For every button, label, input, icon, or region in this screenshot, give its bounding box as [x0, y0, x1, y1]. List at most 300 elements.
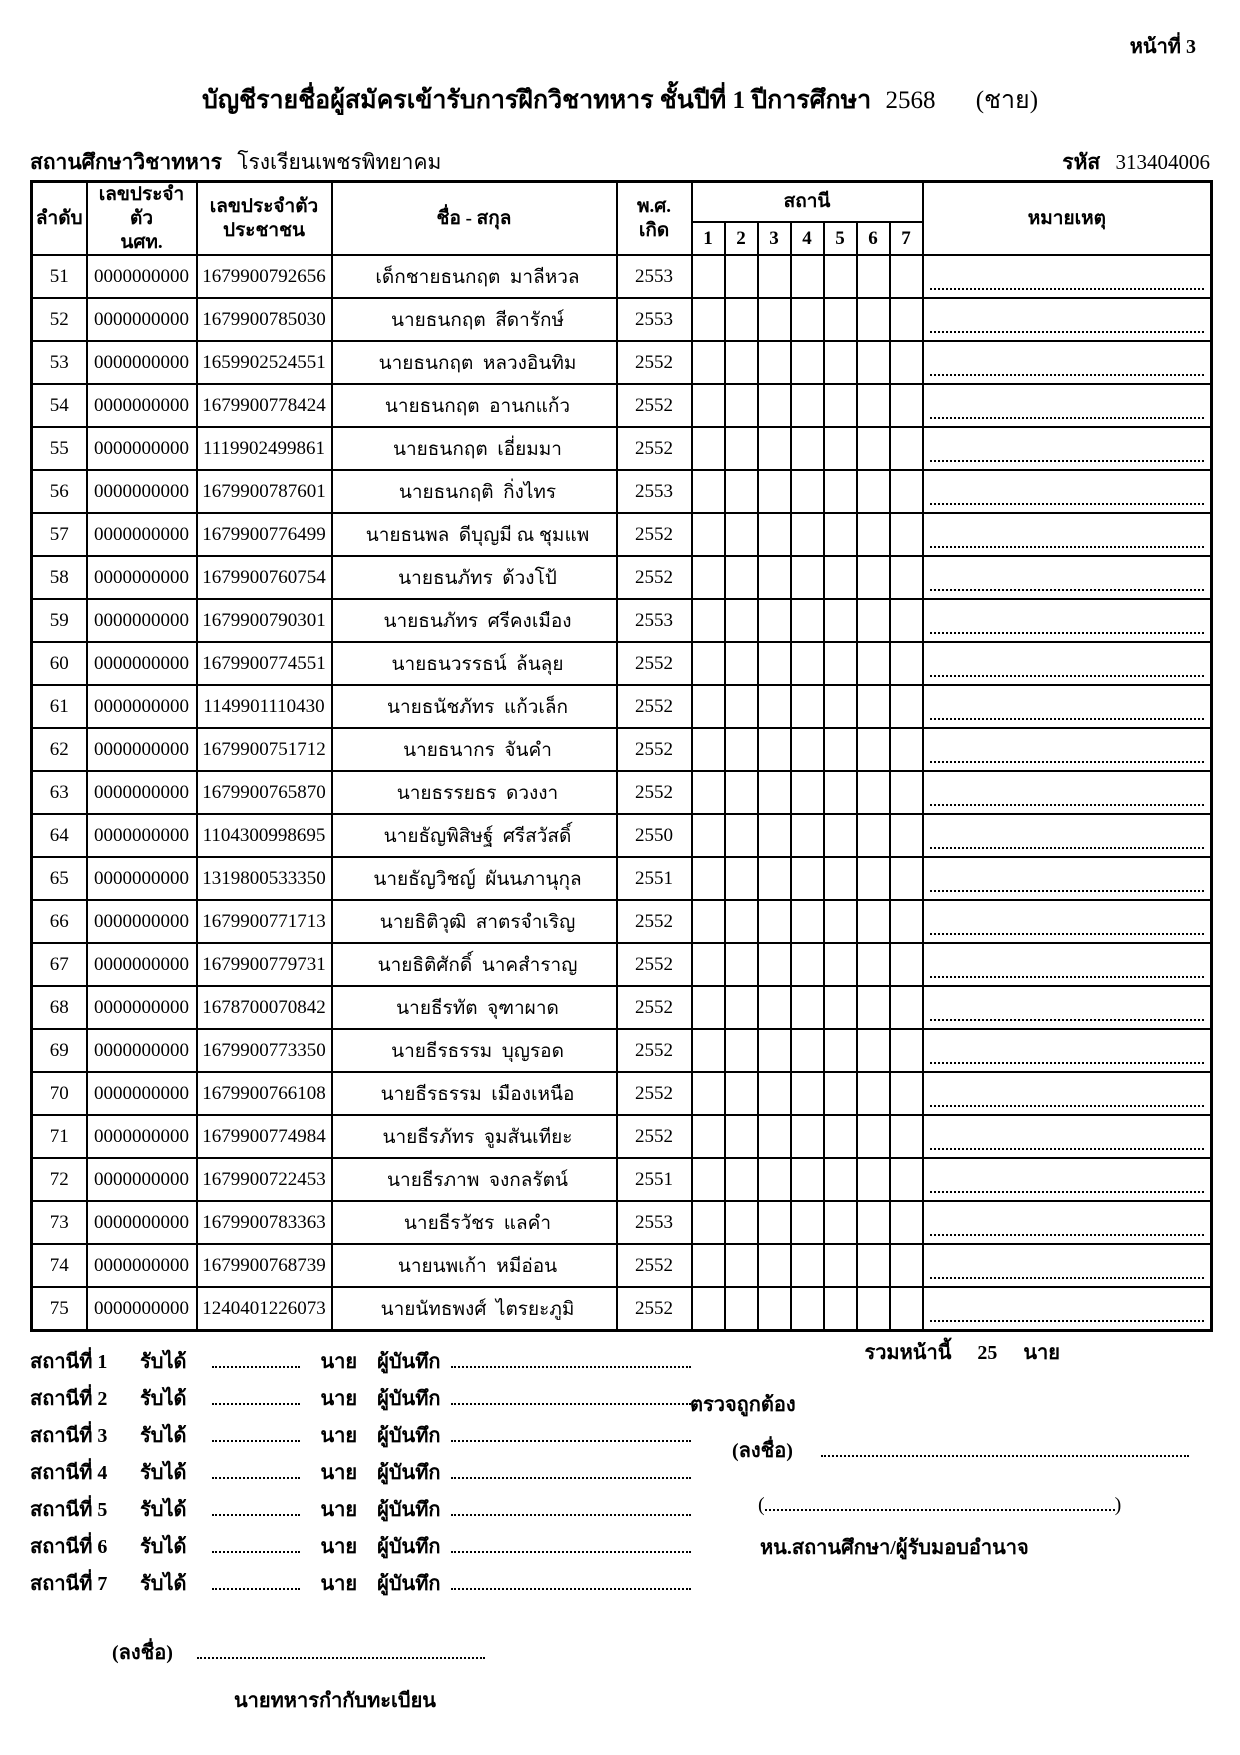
cell-name: เด็กชายธนกฤต มาลีหวล [332, 255, 617, 298]
cell-remark [923, 470, 1212, 513]
cell-station [857, 1072, 890, 1115]
remark-dotted-line [930, 1277, 1205, 1279]
school-line [30, 146, 1210, 179]
school-name: โรงเรียนเพชรพิทยาคม [237, 150, 442, 174]
cell-remark [923, 556, 1212, 599]
verified-label: ตรวจถูกต้อง [690, 1394, 796, 1416]
table-row [32, 470, 1212, 513]
station-receive-block [30, 1342, 691, 1601]
cell-birth-year: 2552 [617, 685, 692, 728]
cell-station [890, 900, 923, 943]
cell-order: 58 [32, 556, 87, 599]
cell-order: 57 [32, 513, 87, 556]
cell-station [824, 255, 857, 298]
cell-remark [923, 1072, 1212, 1115]
total-label: รวมหน้านี้ [864, 1342, 952, 1364]
cell-station [725, 814, 758, 857]
recorder-label: ผู้บันทึก [377, 1535, 441, 1558]
cell-station [890, 470, 923, 513]
cell-station [692, 943, 725, 986]
remark-dotted-line [930, 1148, 1205, 1150]
cell-station [791, 1115, 824, 1158]
cell-station [791, 900, 824, 943]
cell-order: 52 [32, 298, 87, 341]
roster-table [30, 180, 1213, 1332]
cell-station [791, 298, 824, 341]
cell-station [857, 771, 890, 814]
cell-station [758, 1115, 791, 1158]
remark-dotted-line [930, 589, 1205, 591]
total-unit: นาย [1023, 1342, 1060, 1364]
title-year: 2568 [885, 87, 936, 114]
roster-header [32, 182, 1212, 256]
count-dotted-line [212, 1502, 300, 1516]
unit-label: นาย [320, 1535, 358, 1558]
cell-student-id: 0000000000 [87, 1244, 197, 1287]
station-receive-line [30, 1527, 691, 1564]
cell-station [758, 728, 791, 771]
cell-name: นายธีรธรรม บุญรอด [332, 1029, 617, 1072]
cell-station [758, 255, 791, 298]
cell-station [791, 470, 824, 513]
cell-station [692, 1029, 725, 1072]
remark-dotted-line [930, 374, 1205, 376]
cell-station [824, 943, 857, 986]
table-row [32, 1287, 1212, 1330]
station-label: สถานีที่ 4 [30, 1461, 108, 1484]
cell-station [890, 1201, 923, 1244]
cell-station [824, 1201, 857, 1244]
cell-order: 75 [32, 1287, 87, 1330]
table-row [32, 685, 1212, 728]
remark-dotted-line [930, 1234, 1205, 1236]
cell-station [758, 1244, 791, 1287]
cell-remark [923, 986, 1212, 1029]
cell-station [758, 771, 791, 814]
cell-birth-year: 2552 [617, 513, 692, 556]
remark-dotted-line [930, 503, 1205, 505]
cell-station [692, 857, 725, 900]
cell-citizen-id: 1679900790301 [197, 599, 332, 642]
cell-station [857, 556, 890, 599]
cell-station [890, 1115, 923, 1158]
cell-birth-year: 2552 [617, 1244, 692, 1287]
cell-station [857, 298, 890, 341]
cell-birth-year: 2553 [617, 298, 692, 341]
table-row [32, 1158, 1212, 1201]
cell-station [791, 427, 824, 470]
count-dotted-line [212, 1354, 300, 1368]
cell-order: 55 [32, 427, 87, 470]
cell-station [857, 943, 890, 986]
cell-order: 60 [32, 642, 87, 685]
cell-station [791, 857, 824, 900]
cell-station [692, 900, 725, 943]
station-receive-line [30, 1416, 691, 1453]
cell-station [758, 470, 791, 513]
cell-station [692, 1072, 725, 1115]
registrar-signature-dotted-line [197, 1645, 485, 1659]
cell-student-id: 0000000000 [87, 513, 197, 556]
count-dotted-line [212, 1428, 300, 1442]
table-row [32, 642, 1212, 685]
cell-student-id: 0000000000 [87, 857, 197, 900]
station-label: สถานีที่ 3 [30, 1424, 108, 1447]
cell-station [692, 685, 725, 728]
cell-citizen-id: 1679900751712 [197, 728, 332, 771]
cell-station [890, 427, 923, 470]
cell-order: 65 [32, 857, 87, 900]
table-row [32, 900, 1212, 943]
unit-label: นาย [320, 1350, 358, 1373]
cell-student-id: 0000000000 [87, 427, 197, 470]
cell-birth-year: 2552 [617, 1072, 692, 1115]
cell-station [692, 341, 725, 384]
cell-citizen-id: 1679900778424 [197, 384, 332, 427]
cell-student-id: 0000000000 [87, 814, 197, 857]
remark-dotted-line [930, 804, 1205, 806]
cell-station [857, 900, 890, 943]
received-label: รับได้ [140, 1572, 187, 1595]
cell-order: 64 [32, 814, 87, 857]
table-row [32, 1029, 1212, 1072]
cell-station [758, 427, 791, 470]
head-name-dotted-line [765, 1497, 1115, 1511]
remark-dotted-line [930, 288, 1205, 290]
cell-station [824, 1158, 857, 1201]
cell-station [791, 814, 824, 857]
cell-citizen-id: 1240401226073 [197, 1287, 332, 1330]
cell-station [725, 771, 758, 814]
cell-remark [923, 427, 1212, 470]
cell-station [692, 255, 725, 298]
cell-station [725, 341, 758, 384]
cell-station [725, 728, 758, 771]
cell-station [791, 728, 824, 771]
school-code: 313404006 [1115, 150, 1210, 174]
cell-birth-year: 2552 [617, 384, 692, 427]
cell-station [824, 1115, 857, 1158]
school-right [1062, 146, 1210, 179]
cell-birth-year: 2552 [617, 1115, 692, 1158]
cell-station [824, 556, 857, 599]
cell-name: นายธนกฤต สีดารักษ์ [332, 298, 617, 341]
cell-station [890, 642, 923, 685]
cell-student-id: 0000000000 [87, 1115, 197, 1158]
table-row [32, 728, 1212, 771]
cell-station [857, 986, 890, 1029]
station-receive-line [30, 1342, 691, 1379]
count-dotted-line [212, 1576, 300, 1590]
cell-citizen-id: 1679900785030 [197, 298, 332, 341]
header-station-number: 6 [857, 222, 890, 256]
table-row [32, 943, 1212, 986]
cell-station [890, 771, 923, 814]
cell-citizen-id: 1119902499861 [197, 427, 332, 470]
station-label: สถานีที่ 7 [30, 1572, 108, 1595]
cell-birth-year: 2552 [617, 642, 692, 685]
cell-remark [923, 900, 1212, 943]
cell-station [824, 685, 857, 728]
header-station-number: 1 [692, 222, 725, 256]
table-row [32, 1115, 1212, 1158]
recorder-label: ผู้บันทึก [377, 1498, 441, 1521]
cell-name: นายนพเก้า หมีอ่อน [332, 1244, 617, 1287]
header-remark: หมายเหตุ [923, 182, 1212, 256]
cell-station [725, 986, 758, 1029]
header-station-number: 5 [824, 222, 857, 256]
received-label: รับได้ [140, 1461, 187, 1484]
cell-name: นายธิติวุฒิ สาตรจำเริญ [332, 900, 617, 943]
cell-citizen-id: 1679900760754 [197, 556, 332, 599]
cell-station [725, 1287, 758, 1330]
header-name: ชื่อ - สกุล [332, 182, 617, 256]
cell-birth-year: 2552 [617, 728, 692, 771]
remark-dotted-line [930, 933, 1205, 935]
cell-name: นายธีรภาพ จงกลรัตน์ [332, 1158, 617, 1201]
cell-station [692, 1287, 725, 1330]
cell-student-id: 0000000000 [87, 685, 197, 728]
cell-order: 74 [32, 1244, 87, 1287]
cell-station [692, 1115, 725, 1158]
cell-student-id: 0000000000 [87, 341, 197, 384]
cell-station [725, 513, 758, 556]
cell-station [692, 298, 725, 341]
cell-station [725, 1072, 758, 1115]
cell-station [857, 1201, 890, 1244]
cell-birth-year: 2552 [617, 771, 692, 814]
cell-station [824, 1072, 857, 1115]
registrar-block [112, 1636, 485, 1716]
cell-station [791, 642, 824, 685]
cell-remark [923, 599, 1212, 642]
cell-remark [923, 298, 1212, 341]
cell-station [857, 255, 890, 298]
cell-station [692, 384, 725, 427]
cell-station [857, 427, 890, 470]
cell-order: 72 [32, 1158, 87, 1201]
cell-station [758, 814, 791, 857]
table-row [32, 384, 1212, 427]
cell-citizen-id: 1679900792656 [197, 255, 332, 298]
station-receive-line [30, 1490, 691, 1527]
remark-dotted-line [930, 1191, 1205, 1193]
recorder-label: ผู้บันทึก [377, 1350, 441, 1373]
cell-birth-year: 2552 [617, 1287, 692, 1330]
cell-student-id: 0000000000 [87, 986, 197, 1029]
cell-station [758, 513, 791, 556]
cell-order: 56 [32, 470, 87, 513]
cell-station [857, 470, 890, 513]
cell-station [725, 599, 758, 642]
cell-name: นายธนภัทร ศรีคงเมือง [332, 599, 617, 642]
cell-station [725, 427, 758, 470]
table-row [32, 556, 1212, 599]
cell-citizen-id: 1679900722453 [197, 1158, 332, 1201]
cell-birth-year: 2552 [617, 1029, 692, 1072]
cell-citizen-id: 1679900766108 [197, 1072, 332, 1115]
cell-station [692, 771, 725, 814]
cell-name: นายธนัชภัทร แก้วเล็ก [332, 685, 617, 728]
cell-student-id: 0000000000 [87, 1029, 197, 1072]
cell-station [758, 857, 791, 900]
table-row [32, 1072, 1212, 1115]
cell-station [692, 1244, 725, 1287]
cell-citizen-id: 1679900768739 [197, 1244, 332, 1287]
cell-remark [923, 1029, 1212, 1072]
cell-station [890, 1072, 923, 1115]
cell-name: นายธนกฤต เอี่ยมมา [332, 427, 617, 470]
cell-station [725, 1115, 758, 1158]
cell-station [857, 1244, 890, 1287]
table-row [32, 427, 1212, 470]
received-label: รับได้ [140, 1498, 187, 1521]
cell-student-id: 0000000000 [87, 298, 197, 341]
table-row [32, 771, 1212, 814]
cell-student-id: 0000000000 [87, 384, 197, 427]
unit-label: นาย [320, 1424, 358, 1447]
count-dotted-line [212, 1391, 300, 1405]
cell-station [791, 771, 824, 814]
remark-dotted-line [930, 331, 1205, 333]
station-receive-line [30, 1379, 691, 1416]
cell-citizen-id: 1679900774984 [197, 1115, 332, 1158]
header-student-id: เลขประจำตัว นศท. [87, 182, 197, 256]
sign-label: (ลงชื่อ) [732, 1440, 793, 1462]
cell-station [857, 1115, 890, 1158]
cell-station [692, 814, 725, 857]
cell-citizen-id: 1679900773350 [197, 1029, 332, 1072]
title-gender: (ชาย) [975, 87, 1039, 114]
cell-station [857, 1158, 890, 1201]
cell-station [857, 685, 890, 728]
cell-remark [923, 685, 1212, 728]
cell-station [857, 513, 890, 556]
cell-station [758, 556, 791, 599]
cell-birth-year: 2552 [617, 427, 692, 470]
cell-station [791, 255, 824, 298]
cell-student-id: 0000000000 [87, 900, 197, 943]
table-row [32, 1201, 1212, 1244]
table-row [32, 255, 1212, 298]
roster-tbody [32, 255, 1212, 1330]
cell-station [890, 384, 923, 427]
received-label: รับได้ [140, 1424, 187, 1447]
cell-station [824, 986, 857, 1029]
cell-remark [923, 255, 1212, 298]
cell-station [692, 1158, 725, 1201]
table-row [32, 1244, 1212, 1287]
cell-station [857, 599, 890, 642]
total-count: 25 [977, 1342, 998, 1364]
header-station-number: 4 [791, 222, 824, 256]
cell-station [758, 1029, 791, 1072]
cell-station [758, 1287, 791, 1330]
page-title [0, 80, 1240, 120]
count-dotted-line [212, 1465, 300, 1479]
cell-order: 61 [32, 685, 87, 728]
cell-birth-year: 2553 [617, 599, 692, 642]
cell-station [890, 255, 923, 298]
cell-remark [923, 728, 1212, 771]
cell-station [890, 986, 923, 1029]
cell-birth-year: 2552 [617, 986, 692, 1029]
remark-dotted-line [930, 460, 1205, 462]
cell-student-id: 0000000000 [87, 771, 197, 814]
cell-station [758, 685, 791, 728]
recorder-label: ผู้บันทึก [377, 1572, 441, 1595]
unit-label: นาย [320, 1572, 358, 1595]
cell-station [692, 986, 725, 1029]
cell-station [824, 1287, 857, 1330]
cell-station [824, 900, 857, 943]
cell-station [692, 642, 725, 685]
received-label: รับได้ [140, 1350, 187, 1373]
unit-label: นาย [320, 1461, 358, 1484]
cell-student-id: 0000000000 [87, 1201, 197, 1244]
cell-name: นายธีรธรรม เมืองเหนือ [332, 1072, 617, 1115]
cell-station [725, 470, 758, 513]
cell-station [824, 298, 857, 341]
cell-student-id: 0000000000 [87, 470, 197, 513]
cell-station [890, 1244, 923, 1287]
cell-station [857, 857, 890, 900]
cell-name: นายธรรยธร ดวงงา [332, 771, 617, 814]
cell-remark [923, 513, 1212, 556]
cell-station [725, 1201, 758, 1244]
cell-station [791, 1072, 824, 1115]
cell-name: นายธิติศักดิ์ นาคสำราญ [332, 943, 617, 986]
cell-name: นายธนภัทร ด้วงโป้ [332, 556, 617, 599]
header-order: ลำดับ [32, 182, 87, 256]
cell-citizen-id: 1679900776499 [197, 513, 332, 556]
cell-name: นายธนวรรธน์ ล้นลุย [332, 642, 617, 685]
cell-station [890, 599, 923, 642]
cell-remark [923, 1115, 1212, 1158]
cell-student-id: 0000000000 [87, 642, 197, 685]
cell-name: นายธัญพิสิษฐ์ ศรีสวัสดิ์ [332, 814, 617, 857]
cell-station [824, 470, 857, 513]
cell-remark [923, 857, 1212, 900]
cell-name: นายธีรวัชร แลคำ [332, 1201, 617, 1244]
remark-dotted-line [930, 1062, 1205, 1064]
cell-order: 51 [32, 255, 87, 298]
cell-name: นายธนกฤต หลวงอินทิม [332, 341, 617, 384]
table-row [32, 298, 1212, 341]
cell-station [824, 513, 857, 556]
cell-order: 70 [32, 1072, 87, 1115]
cell-station [725, 943, 758, 986]
registrar-sign-label: (ลงชื่อ) [112, 1642, 173, 1664]
cell-order: 66 [32, 900, 87, 943]
cell-station [824, 642, 857, 685]
cell-station [758, 900, 791, 943]
count-dotted-line [212, 1539, 300, 1553]
cell-station [791, 986, 824, 1029]
table-row [32, 513, 1212, 556]
cell-station [824, 599, 857, 642]
table-row [32, 814, 1212, 857]
cell-birth-year: 2551 [617, 1158, 692, 1201]
cell-birth-year: 2552 [617, 341, 692, 384]
head-name-paren-line: ( ) [758, 1494, 1122, 1516]
remark-dotted-line [930, 761, 1205, 763]
remark-dotted-line [930, 546, 1205, 548]
cell-station [791, 341, 824, 384]
cell-remark [923, 771, 1212, 814]
table-row [32, 986, 1212, 1029]
cell-student-id: 0000000000 [87, 943, 197, 986]
